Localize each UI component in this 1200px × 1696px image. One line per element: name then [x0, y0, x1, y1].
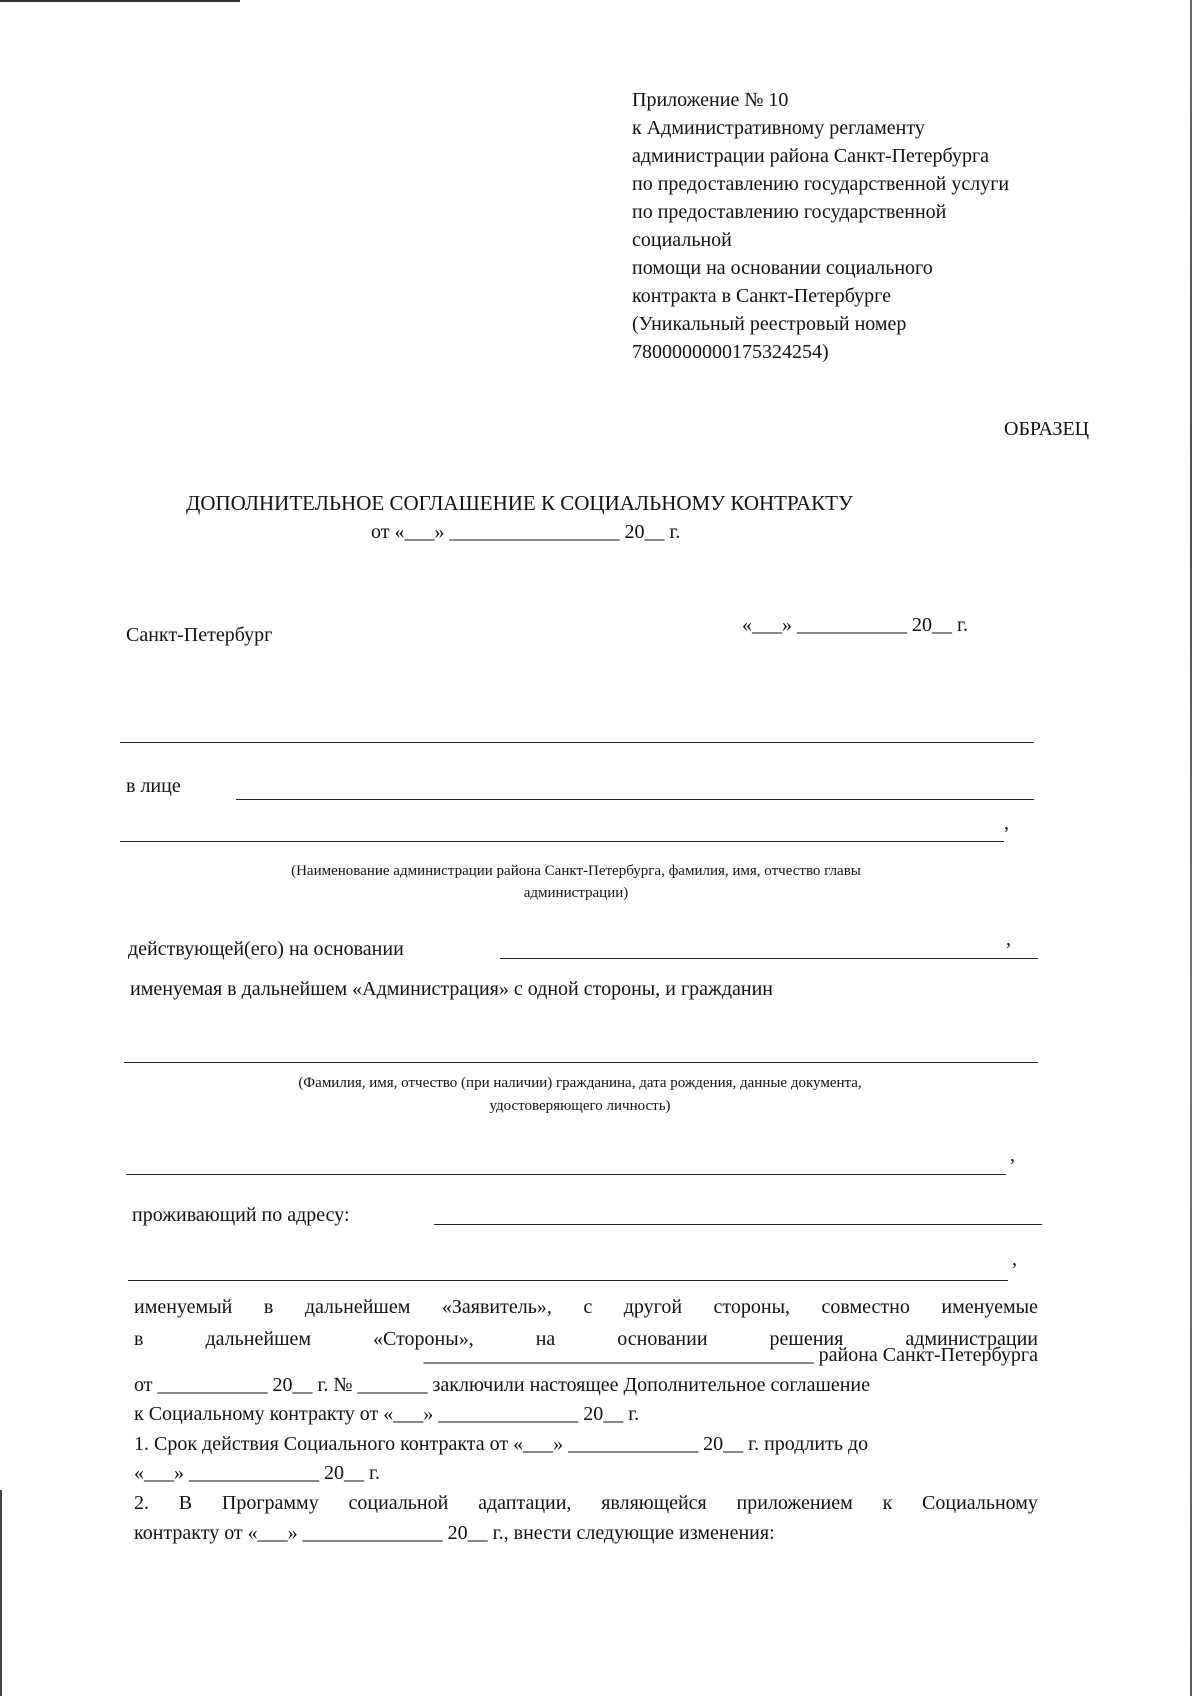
word: «Стороны», — [373, 1328, 474, 1350]
acting-basis-label: действующей(его) на основании — [128, 938, 404, 960]
word: Программу — [221, 1492, 319, 1514]
sample-mark: ОБРАЗЕЦ — [1004, 418, 1090, 440]
city-date: «___» ___________ 20__ г. — [742, 614, 968, 636]
blank-line-admin-name — [120, 742, 1034, 743]
word: дальнейшем — [304, 1296, 411, 1318]
caption-admin-line1: (Наименование администрации района Санкт-Петербурга, фамилия, имя, отчество главы — [291, 863, 861, 879]
word: 2. — [134, 1492, 149, 1514]
header-line: администрации района Санкт-Петербурга — [632, 145, 990, 167]
word: адаптации, — [478, 1492, 572, 1514]
word: дальнейшем — [205, 1328, 311, 1350]
word: решения — [769, 1328, 844, 1350]
blank-line-in-person — [236, 799, 1034, 800]
word: на — [535, 1328, 556, 1350]
scan-edge-right — [1190, 0, 1192, 1696]
paragraph-1-line-1 — [134, 1296, 1038, 1318]
named-admin-text: именуемая в дальнейшем «Администрация» с одной стороны, и гражданин — [130, 978, 774, 1000]
blank-line-acting-basis — [500, 958, 1038, 959]
comma: , — [1004, 812, 1009, 834]
word: являющейся — [601, 1492, 707, 1514]
item-2-line-1 — [134, 1492, 1038, 1514]
blank-line-admin-head — [120, 841, 1004, 842]
blank-line-citizen-doc — [126, 1174, 1006, 1175]
blank-line-address — [434, 1224, 1042, 1225]
document-title: ДОПОЛНИТЕЛЬНОЕ СОГЛАШЕНИЕ К СОЦИАЛЬНОМУ КОНТРАКТУ — [186, 491, 853, 515]
caption-citizen-line1: (Фамилия, имя, отчество (при наличии) гражданина, дата рождения, данные документа, — [298, 1075, 862, 1091]
header-line: по предоставлению государственной услуги — [632, 173, 1010, 195]
word: «Заявитель», — [441, 1296, 552, 1318]
comma: , — [1006, 928, 1011, 950]
header-line: контракта в Санкт-Петербурге — [632, 285, 891, 307]
header-line: социальной — [632, 229, 732, 251]
paragraph-1-line-3: _______________________________________ района Санкт-Петербурга — [423, 1344, 1038, 1366]
word: социальной — [348, 1492, 449, 1514]
word: в — [263, 1296, 274, 1318]
paragraph-1-line-5: к Социальному контракту от «___» ______________ 20__ г. — [134, 1403, 640, 1425]
word: в — [134, 1328, 144, 1350]
item-2-line-2: контракту от «___» ______________ 20__ г., внести следующие изменения: — [134, 1522, 775, 1544]
word: именуемые — [941, 1296, 1038, 1318]
word: основании — [617, 1328, 708, 1350]
header-line: 7800000000175324254) — [632, 341, 829, 363]
word: совместно — [821, 1296, 910, 1318]
comma: , — [1010, 1144, 1015, 1166]
comma: , — [1012, 1248, 1017, 1270]
header-line: Приложение № 10 — [632, 89, 789, 111]
item-1-line-1: 1. Срок действия Социального контракта от «___» _____________ 20__ г. продлить до — [134, 1433, 869, 1455]
word: именуемый — [134, 1296, 233, 1318]
caption-citizen-line2: удостоверяющего личность) — [489, 1098, 671, 1114]
in-person-label: в лице — [126, 775, 181, 797]
header-line: (Уникальный реестровый номер — [632, 313, 907, 335]
blank-line-citizen — [124, 1062, 1038, 1063]
caption-admin-line2: администрации) — [523, 885, 629, 901]
blank-line-address-2 — [128, 1280, 1008, 1281]
city: Санкт-Петербург — [126, 624, 273, 646]
item-1-line-2: «___» _____________ 20__ г. — [134, 1462, 380, 1484]
header-line: к Административному регламенту — [632, 117, 925, 139]
appendix-header — [632, 86, 1009, 366]
paragraph-1-line-4: от ___________ 20__ г. № _______ заключили настоящее Дополнительное соглашение — [134, 1374, 871, 1396]
word: администрации — [905, 1328, 1038, 1350]
header-line: по предоставлению государственной — [632, 201, 947, 223]
word: приложением — [736, 1492, 853, 1514]
word: В — [178, 1492, 193, 1514]
address-label: проживающий по адресу: — [132, 1204, 350, 1226]
word: Социальному — [922, 1492, 1038, 1514]
scan-edge-top — [0, 0, 240, 2]
word: стороны, — [713, 1296, 791, 1318]
scan-edge-left — [0, 1490, 2, 1696]
title-date: от «___» _________________ 20__ г. — [371, 521, 681, 543]
header-line: помощи на основании социального — [632, 257, 933, 279]
word: с — [583, 1296, 593, 1318]
word: другой — [623, 1296, 683, 1318]
word: к — [882, 1492, 893, 1514]
